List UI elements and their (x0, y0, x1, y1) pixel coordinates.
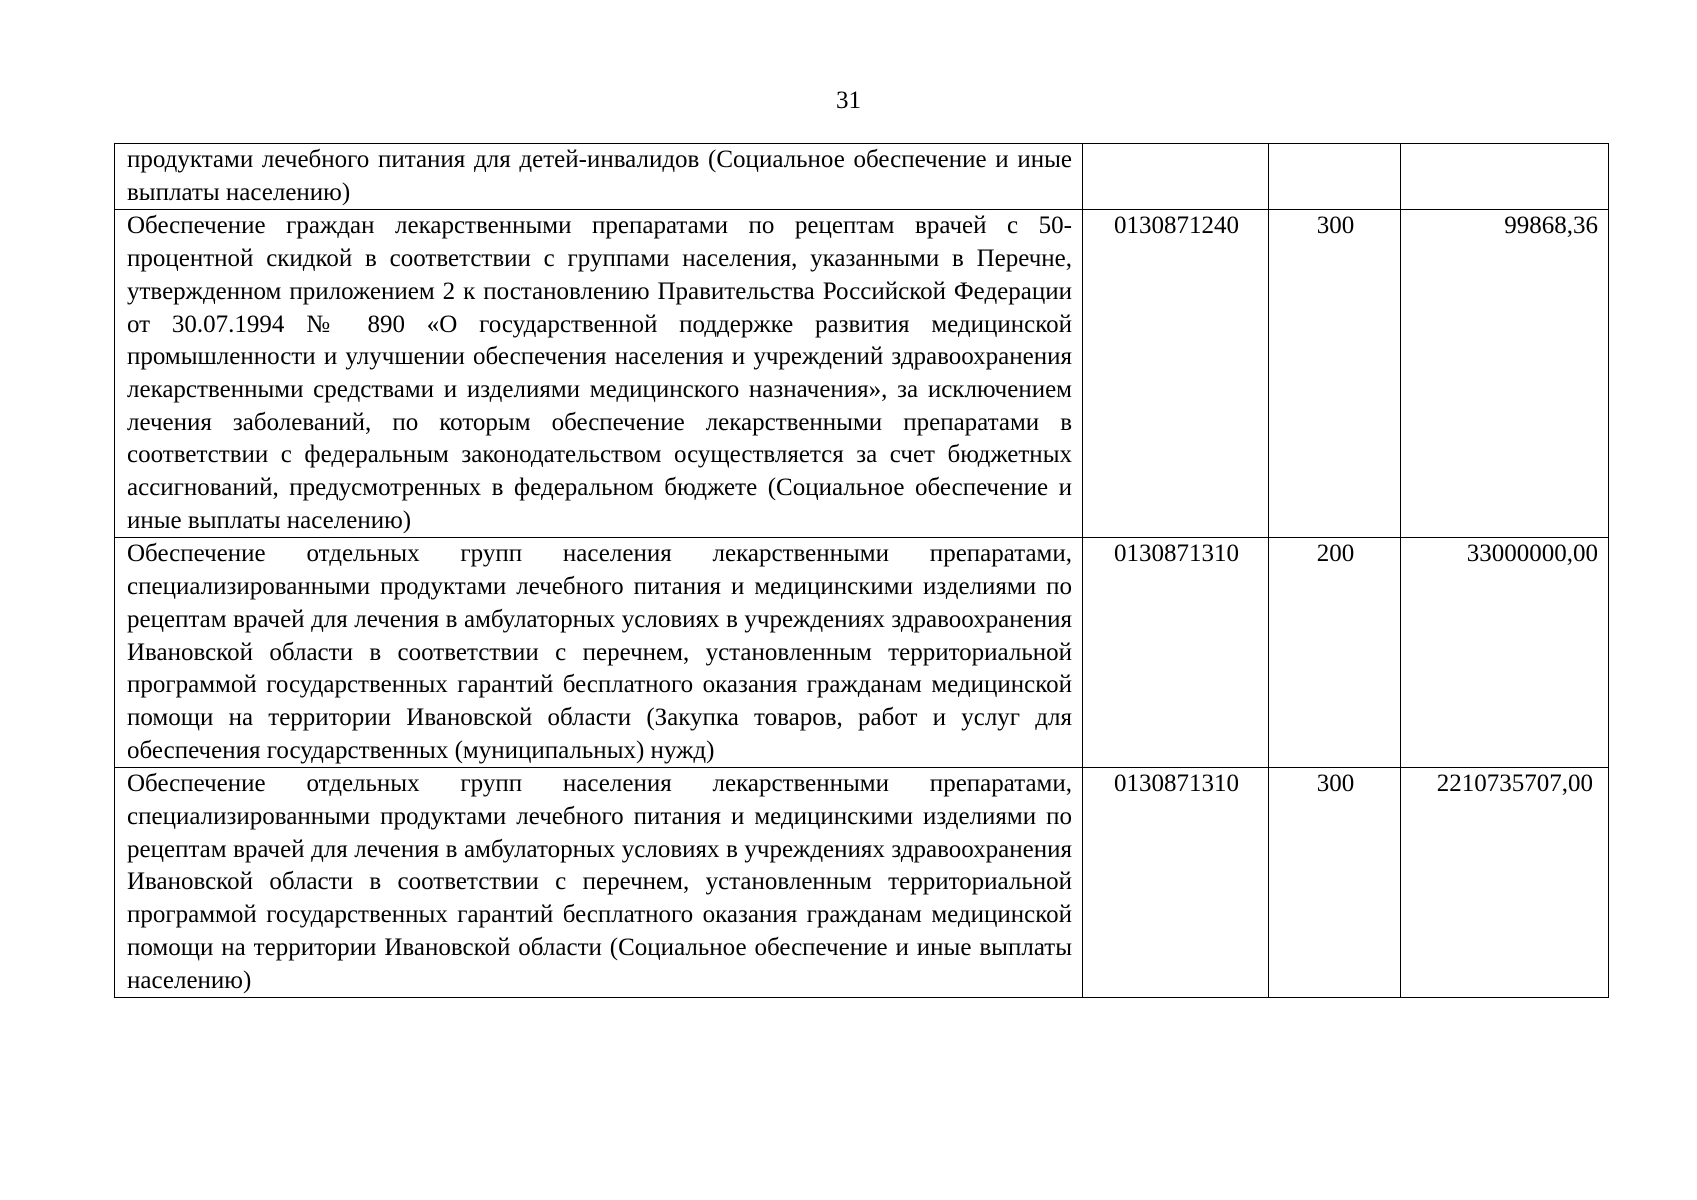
table-row (115, 768, 1609, 998)
budget-table (114, 143, 1609, 998)
table-row (115, 144, 1609, 210)
row-description: Обеспечение отдельных групп населения лекарственными препаратами, специализированными продуктами лечебного питания и медицинскими изделиями по рецептам врачей для лечения в амбулаторных условиях в учреждениях здравоохранения Ивановской области в соответствии с перечнем, установленным территориальной программой государственных гарантий бесплатного оказания гражданам медицинской помощи на территории Ивановской области (Закупка товаров, работ и услуг для обеспечения государственных (муниципальных) нужд) (115, 538, 1083, 768)
row-description: Обеспечение граждан лекарственными препаратами по рецептам врачей с 50-процентной скидкой в соответствии с группами населения, указанными в Перечне, утвержденном приложением 2 к постановлению Правительства Российской Федерации от 30.07.1994 № 890 «О государственной поддержке развития медицинской промышленности и улучшении обеспечения населения и учреждений здравоохранения лекарственными средствами и изделиями медицинского назначения», за исключением лечения заболеваний, по которым обеспечение лекарственными препаратами в соответствии с федеральным законодательством осуществляется за счет бюджетных ассигнований, предусмотренных в федеральном бюджете (Социальное обеспечение и иные выплаты населению) (115, 210, 1083, 538)
page-number: 31 (836, 87, 861, 114)
row-amount: 2210735707,00 (1401, 768, 1609, 998)
row-target-code: 0130871310 (1083, 768, 1269, 998)
row-description: Обеспечение отдельных групп населения лекарственными препаратами, специализированными продуктами лечебного питания и медицинскими изделиями по рецептам врачей для лечения в амбулаторных условиях в учреждениях здравоохранения Ивановской области в соответствии с перечнем, установленным территориальной программой государственных гарантий бесплатного оказания гражданам медицинской помощи на территории Ивановской области (Социальное обеспечение и иные выплаты населению) (115, 768, 1083, 998)
row-amount: 99868,36 (1401, 210, 1609, 538)
row-target-code: 0130871310 (1083, 538, 1269, 768)
row-expense-type: 300 (1269, 210, 1401, 538)
row-amount: 33000000,00 (1401, 538, 1609, 768)
row-expense-type (1269, 144, 1401, 210)
table-row (115, 538, 1609, 768)
row-expense-type: 300 (1269, 768, 1401, 998)
row-target-code: 0130871240 (1083, 210, 1269, 538)
table-row (115, 210, 1609, 538)
row-expense-type: 200 (1269, 538, 1401, 768)
row-target-code (1083, 144, 1269, 210)
row-amount (1401, 144, 1609, 210)
row-description: продуктами лечебного питания для детей-инвалидов (Социальное обеспечение и иные выплаты населению) (115, 144, 1083, 210)
